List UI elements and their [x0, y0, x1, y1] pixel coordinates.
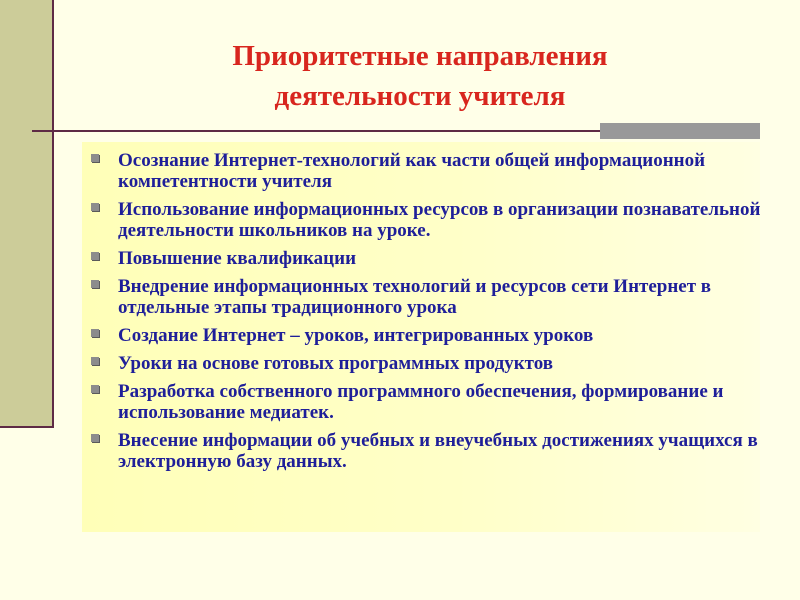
slide-title-line-1: Приоритетные направления [232, 40, 608, 72]
list-item [88, 353, 768, 374]
list-item [88, 381, 768, 423]
left-decor-bar [0, 0, 54, 426]
list-item [88, 199, 768, 241]
slide-title-line-2: деятельности учителя [274, 80, 566, 112]
list-item-text: Внесение информации об учебных и внеучебных достижениях учащихся в электронную базу данных. [118, 430, 758, 472]
list-item-text: Осознание Интернет-технологий как части общей информационной компетентности учителя [118, 150, 706, 192]
list-item-text: Уроки на основе готовых программных продуктов [118, 353, 554, 374]
list-item [88, 430, 768, 472]
left-decor-underline [0, 426, 54, 428]
list-item [88, 276, 768, 318]
square-bullet-icon [91, 203, 99, 211]
list-item [88, 325, 768, 346]
list-item-text: Использование информационных ресурсов в организации познавательной деятельности школьников на уроке. [118, 199, 761, 241]
square-bullet-icon [91, 154, 99, 162]
square-bullet-icon [91, 280, 99, 288]
square-bullet-icon [91, 434, 99, 442]
bullet-list [88, 150, 768, 479]
list-item [88, 248, 768, 269]
list-item-text: Разработка собственного программного обеспечения, формирование и использование медиатек. [118, 381, 724, 423]
list-item-text: Внедрение информационных технологий и ресурсов сети Интернет в отдельные этапы традиционного урока [118, 276, 712, 318]
list-item-text: Повышение квалификации [118, 248, 357, 269]
list-item-text: Создание Интернет – уроков, интегрированных уроков [118, 325, 594, 346]
square-bullet-icon [91, 357, 99, 365]
slide-title [60, 36, 780, 116]
square-bullet-icon [91, 329, 99, 337]
square-bullet-icon [91, 385, 99, 393]
list-item [88, 150, 768, 192]
accent-block [600, 123, 760, 139]
square-bullet-icon [91, 252, 99, 260]
